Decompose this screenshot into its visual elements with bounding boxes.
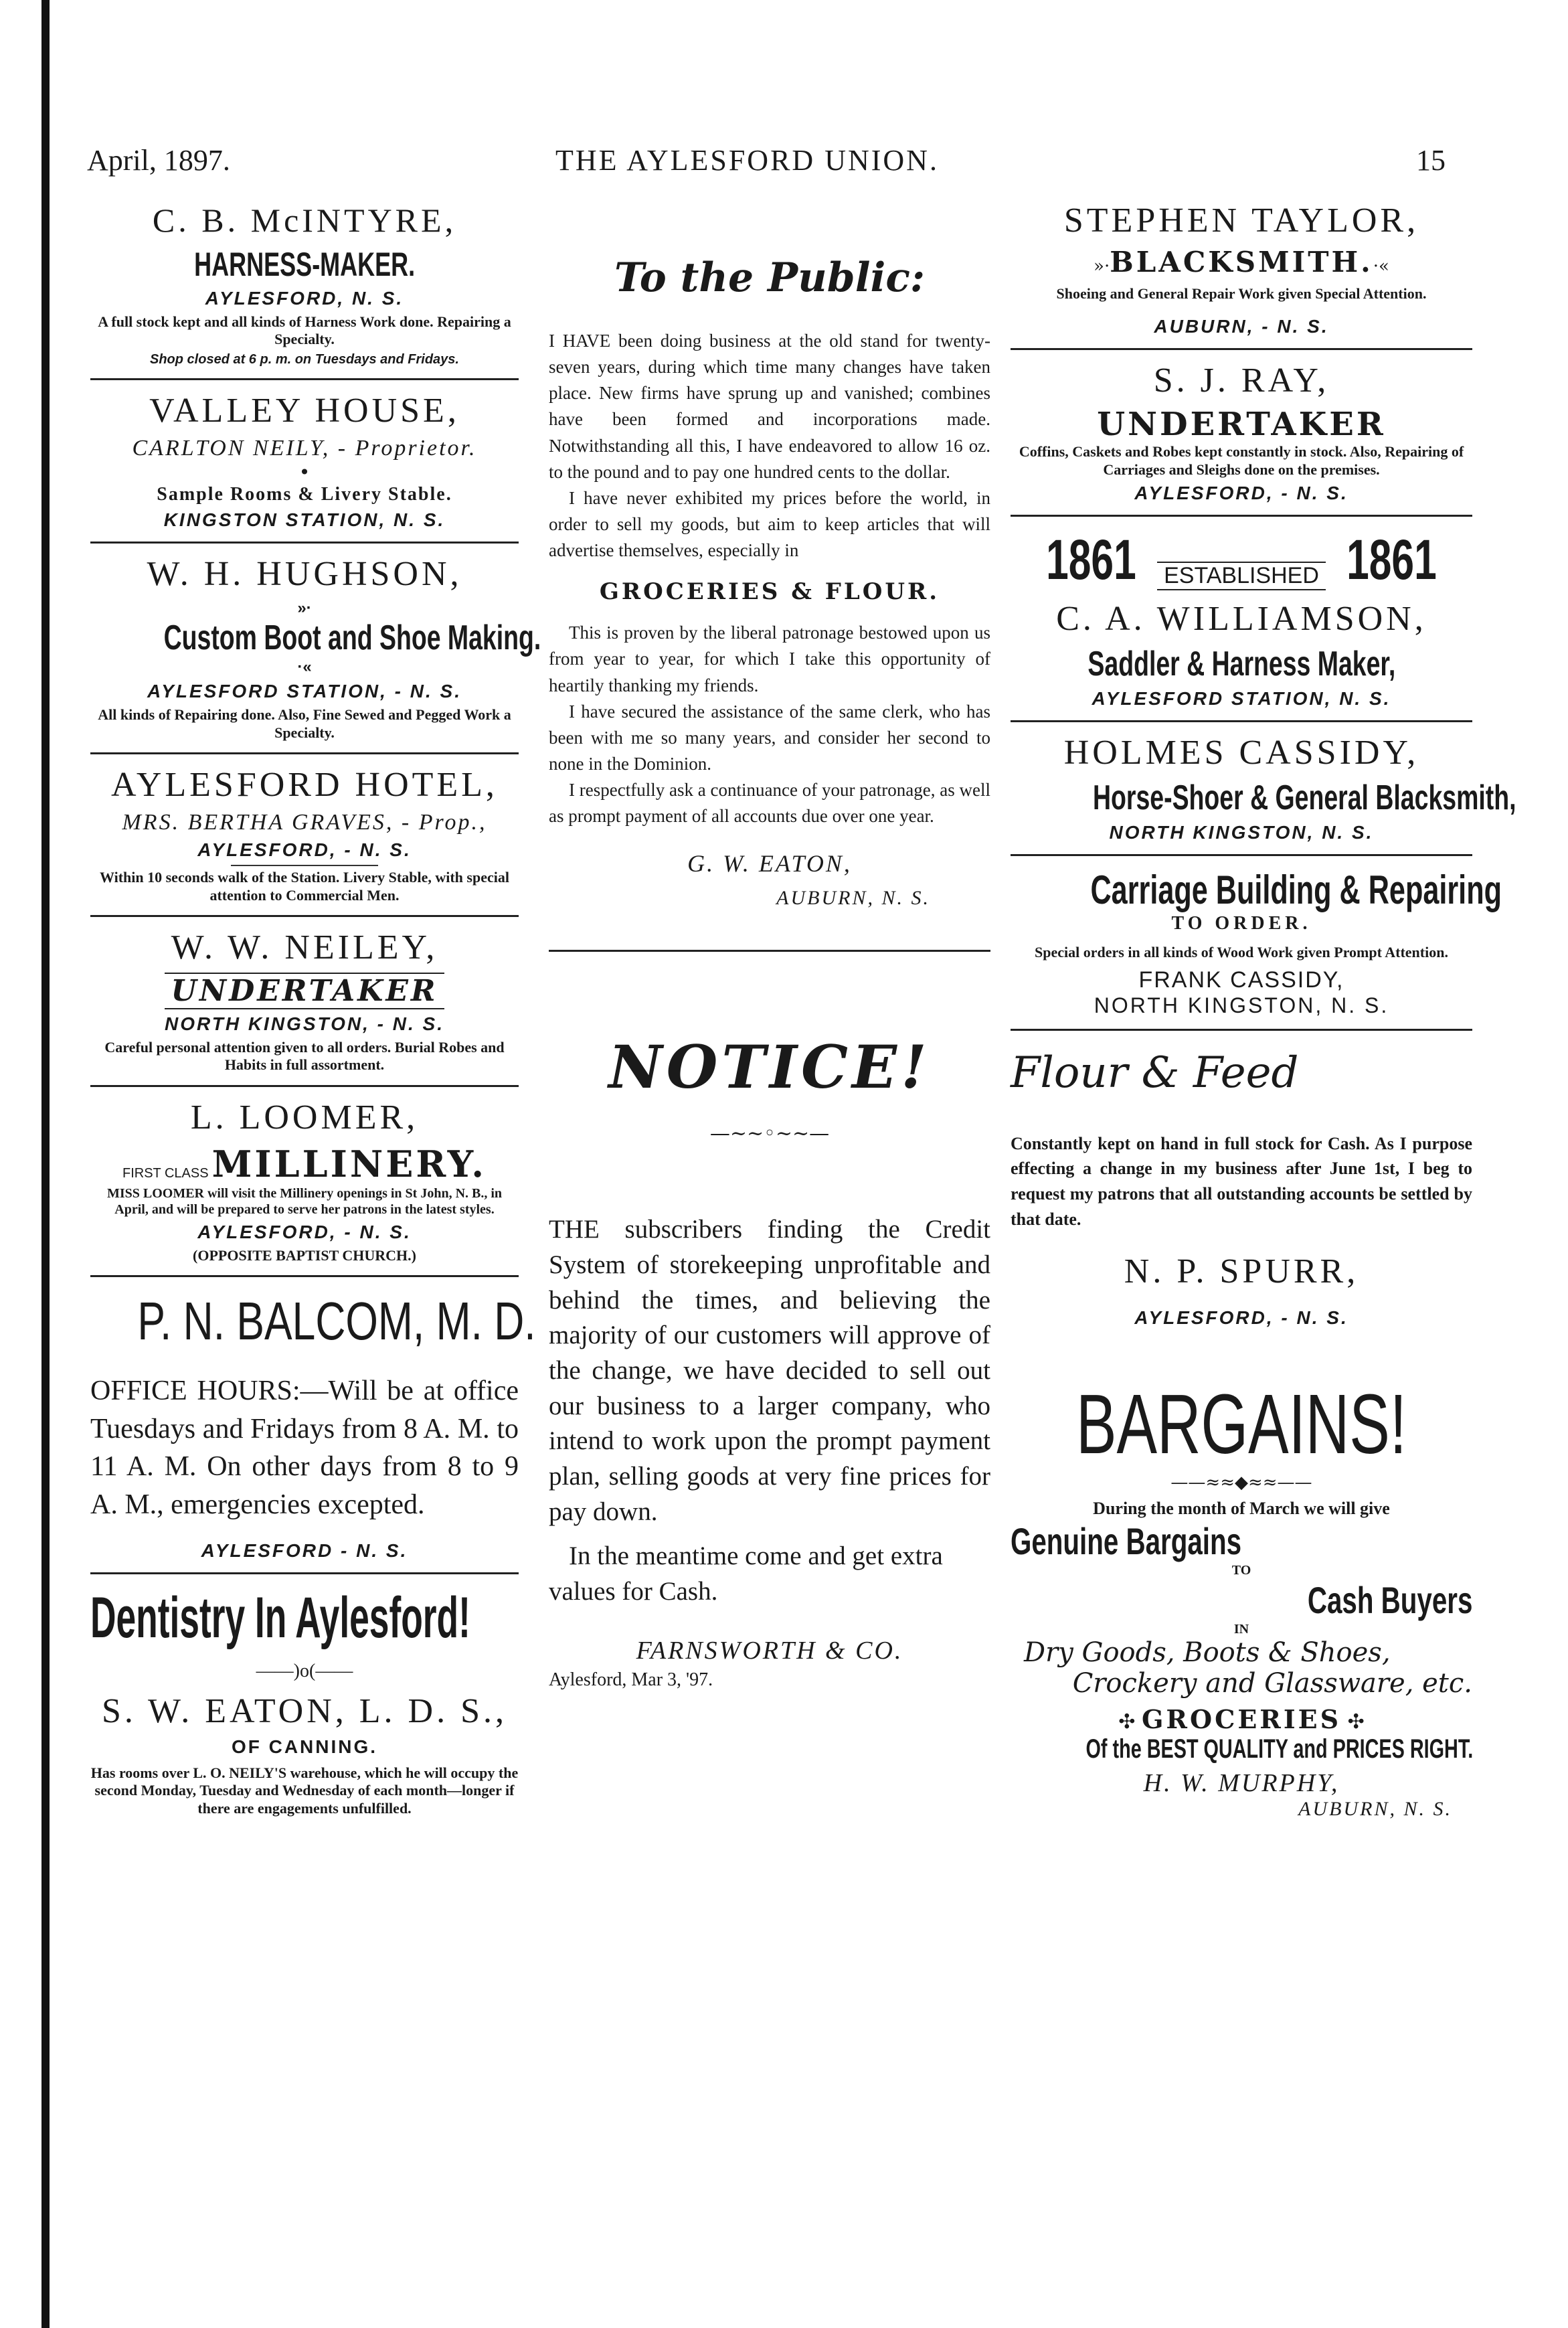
paragraph: I have never exhibited my prices before the world, in order to sell my goods, but aim to keep articles that will advertise themselves, especially in xyxy=(549,487,990,561)
ad-aylesford-hotel xyxy=(90,765,519,904)
paragraph: I HAVE been doing business at the old stand for twenty-seven years, during which time many changes have taken place. New firms have sprung up and vanished; combines have been formed and incorporations made. Notwithstanding all this, I have endeavored to allow 16 oz. to the pound and to pay one hundred cents to the dollar. xyxy=(549,331,990,482)
ad-text: Within 10 seconds walk of the Station. Livery Stable, with special attention to Commercial Men. xyxy=(100,869,509,904)
ad-proprietor: CARLTON NEILY, - Proprietor. xyxy=(132,435,477,461)
ad-trade: Custom Boot and Shoe Making. xyxy=(163,618,541,658)
ad-name: N. P. SPURR, xyxy=(1124,1252,1359,1291)
ornament-icon: • xyxy=(298,461,311,483)
divider xyxy=(90,915,519,917)
divider xyxy=(90,542,519,544)
ad-place: AYLESFORD, - N. S. xyxy=(1134,483,1348,504)
ornament-icon: ·« xyxy=(1373,256,1389,276)
ad-line: Dry Goods, Boots & Shoes, xyxy=(1024,1637,1391,1668)
ad-balcom xyxy=(90,1291,536,1562)
signature-place: AUBURN, N. S. xyxy=(776,887,930,910)
ad-flour-feed xyxy=(1011,1048,1472,1329)
ad-text: Constantly kept on hand in full stock for Cash. As I purpose effecting a change in my business after June 1st, I beg to request my patrons that all outstanding accounts be settled by that date. xyxy=(1011,1133,1472,1229)
ad-name: C. B. McINTYRE, xyxy=(152,201,457,239)
ad-text: MISS LOOMER will visit the Millinery openings in St John, N. B., in April, and will be prepared to serve her patrons in the latest styles. xyxy=(106,1185,503,1217)
page-header xyxy=(87,143,1446,183)
ad-line: GROCERIES xyxy=(1141,1703,1342,1734)
ad-trade: UNDERTAKER xyxy=(165,973,445,1009)
issue-date: April, 1897. xyxy=(87,144,230,177)
newspaper-title: THE AYLESFORD UNION. xyxy=(555,144,939,177)
ad-line: Of the BEST QUALITY and PRICES RIGHT. xyxy=(1085,1734,1474,1764)
ad-place: KINGSTON STATION, N. S. xyxy=(163,509,446,531)
ad-valley-house xyxy=(90,391,519,531)
ad-place: NORTH KINGSTON, - N. S. xyxy=(165,1013,444,1034)
ad-text: Has rooms over L. O. NEILY'S warehouse, which he will occupy the second Monday, Tuesday and Wednesday of each month—longer if there are engagements unfulfilled. xyxy=(90,1764,519,1817)
ad-text: Shoeing and General Repair Work given Special Attention. xyxy=(1056,285,1427,302)
ad-dentistry xyxy=(90,1585,519,1817)
ad-trade: Horse-Shoer & General Blacksmith, xyxy=(1092,778,1516,818)
ad-trade: UNDERTAKER xyxy=(1097,406,1386,444)
ad-name: VALLEY HOUSE, xyxy=(149,391,460,430)
paragraph: THE subscribers finding the Credit System of storekeeping unprofitable and behind the times, and believing the majority of our customers will approve of the change, we have decided to sell out our business to a larger company, who intend to work upon the prompt payment plan, selling goods at very fine prices for pay down. xyxy=(549,1215,990,1526)
ad-name: L. LOOMER, xyxy=(190,1098,419,1137)
ad-title: NOTICE! xyxy=(608,1032,931,1102)
paragraph: I have secured the assistance of the same clerk, who has been with me so many years, and consider her second to none in the Dominion. xyxy=(549,701,990,774)
ad-taylor xyxy=(1011,201,1472,337)
ad-place: NORTH KINGSTON, N. S. xyxy=(1094,993,1389,1017)
ad-line: IN xyxy=(1233,1621,1249,1637)
ad-subtitle: TO ORDER. xyxy=(1171,913,1312,934)
ad-place: AYLESFORD, - N. S. xyxy=(197,1221,412,1242)
ad-place: AUBURN, N. S. xyxy=(1298,1797,1452,1820)
ad-loomer xyxy=(90,1098,519,1264)
ad-to-the-public xyxy=(549,254,990,910)
ornament-icon: »· xyxy=(1094,256,1110,276)
ad-place: AYLESFORD, - N. S. xyxy=(197,839,412,861)
column-left xyxy=(90,194,541,1817)
ad-note: (OPPOSITE BAPTIST CHURCH.) xyxy=(193,1246,416,1264)
divider xyxy=(90,1572,519,1574)
divider xyxy=(1011,348,1472,350)
ad-title: Dentistry In Aylesford! xyxy=(90,1585,470,1650)
ad-hughson xyxy=(90,554,541,742)
year-label: 1861 xyxy=(1346,528,1437,592)
ornament-icon: ——)o(—— xyxy=(256,1660,353,1681)
page-number: 15 xyxy=(1416,144,1446,177)
signature: G. W. EATON, xyxy=(687,850,852,878)
ad-place: NORTH KINGSTON, N. S. xyxy=(1109,822,1374,843)
ad-text: Coffins, Caskets and Robes kept constantly in stock. Also, Repairing of Carriages and Sleighs done on the premises. xyxy=(1019,443,1464,478)
column-middle xyxy=(549,194,990,1691)
ad-text: All kinds of Repairing done. Also, Fine Sewed and Pegged Work a Specialty. xyxy=(98,706,511,741)
ad-name: STEPHEN TAYLOR, xyxy=(1063,201,1419,240)
ad-text: During the month of March we will give xyxy=(1093,1499,1390,1519)
ad-bargains xyxy=(1011,1376,1472,1820)
ad-name: P. N. BALCOM, M. D. xyxy=(137,1291,536,1351)
ad-trade: HARNESS-MAKER. xyxy=(193,246,416,283)
ad-carriage xyxy=(1011,867,1502,1017)
ad-label: FIRST CLASS xyxy=(122,1165,209,1181)
column-right xyxy=(1011,194,1516,1821)
ad-name: W. H. HUGHSON, xyxy=(147,555,462,594)
ad-text: Special orders in all kinds of Wood Work given Prompt Attention. xyxy=(1035,944,1448,961)
ad-line: TO xyxy=(1231,1562,1251,1578)
divider xyxy=(1011,1029,1472,1031)
paragraph: In the meantime come and get extra values for Cash. xyxy=(549,1542,943,1606)
ad-label: ESTABLISHED xyxy=(1157,562,1326,590)
ornament-icon: —~~◦~~— xyxy=(709,1122,830,1146)
signature: FARNSWORTH & CO. xyxy=(636,1637,903,1665)
ad-name: S. W. EATON, L. D. S., xyxy=(101,1691,507,1730)
divider xyxy=(549,950,990,952)
ad-text: OFFICE HOURS:—Will be at office Tuesdays and Fridays from 8 A. M. to 11 A. M. On other days from 8 to 9 A. M., emergencies excepted. xyxy=(90,1376,519,1521)
ad-text: Sample Rooms & Livery Stable. xyxy=(157,483,452,505)
ad-notice xyxy=(549,1032,990,1691)
ad-trade: MILLINERY. xyxy=(211,1142,487,1185)
ad-ray xyxy=(1011,361,1472,504)
ad-title: Carriage Building & Repairing xyxy=(1090,867,1502,913)
ad-heading: GROCERIES & FLOUR. xyxy=(599,578,940,606)
ad-place: OF CANNING. xyxy=(231,1736,378,1757)
paragraph: This is proven by the liberal patronage bestowed upon us from year to year, for which I take this opportunity of heartily thanking my friends. xyxy=(549,622,990,695)
ad-holmes-cassidy xyxy=(1011,733,1516,843)
ad-mcintyre xyxy=(90,201,519,367)
ad-name: FRANK CASSIDY, xyxy=(1138,967,1344,993)
ad-name: C. A. WILLIAMSON, xyxy=(1056,600,1427,639)
ad-williamson xyxy=(1011,527,1472,710)
ad-place: AYLESFORD STATION, - N. S. xyxy=(147,681,462,702)
ad-name: AYLESFORD HOTEL, xyxy=(111,766,498,805)
ad-place: AYLESFORD - N. S. xyxy=(201,1540,408,1561)
ad-trade: BLACKSMITH. xyxy=(1110,246,1373,278)
ad-text: Careful personal attention given to all orders. Burial Robes and Habits in full assortment. xyxy=(104,1038,505,1074)
date: Aylesford, Mar 3, '97. xyxy=(549,1669,713,1691)
ad-line: Genuine Bargains xyxy=(1011,1519,1242,1562)
ornament-icon: ——≈≈◆≈≈—— xyxy=(1170,1473,1312,1493)
paragraph: I respectfully ask a continuance of your patronage, as well as prompt payment of all accounts due over one year. xyxy=(549,780,990,827)
divider xyxy=(1011,720,1472,722)
ad-place: AUBURN, - N. S. xyxy=(1154,316,1329,337)
ad-title: Flour & Feed xyxy=(1011,1048,1299,1098)
ornament-icon: ✣ xyxy=(1341,1710,1365,1734)
divider xyxy=(90,1275,519,1277)
ad-title: To the Public: xyxy=(614,254,926,301)
ad-proprietor: MRS. BERTHA GRAVES, - Prop., xyxy=(122,810,487,835)
page-edge xyxy=(41,0,50,2328)
ornament-icon: »· xyxy=(297,599,312,618)
ad-name: HOLMES CASSIDY, xyxy=(1063,734,1419,772)
divider xyxy=(90,752,519,754)
ad-place: AYLESFORD, N. S. xyxy=(205,288,404,309)
ad-text: Shop closed at 6 p. m. on Tuesdays and Fridays. xyxy=(150,351,459,367)
ornament-icon: ✣ xyxy=(1118,1710,1142,1734)
ad-place: AYLESFORD STATION, N. S. xyxy=(1092,688,1391,710)
divider xyxy=(90,378,519,380)
divider xyxy=(1011,854,1472,856)
divider xyxy=(90,1085,519,1087)
ad-line: Cash Buyers xyxy=(1307,1578,1472,1621)
ad-title: BARGAINS! xyxy=(1075,1377,1407,1472)
ad-name: S. J. RAY, xyxy=(1153,361,1330,400)
ad-text: A full stock kept and all kinds of Harness Work done. Repairing a Specialty. xyxy=(98,313,511,348)
divider xyxy=(231,865,378,866)
ad-name: W. W. NEILEY, xyxy=(171,928,438,967)
ad-name: H. W. MURPHY, xyxy=(1143,1768,1340,1797)
year-label: 1861 xyxy=(1046,528,1136,592)
ad-neiley xyxy=(90,928,519,1074)
ad-line: Crockery and Glassware, etc. xyxy=(1072,1667,1472,1699)
ad-trade: Saddler & Harness Maker, xyxy=(1087,645,1395,684)
divider xyxy=(1011,515,1472,517)
ornament-icon: ·« xyxy=(297,658,312,677)
ad-place: AYLESFORD, - N. S. xyxy=(1134,1307,1348,1329)
